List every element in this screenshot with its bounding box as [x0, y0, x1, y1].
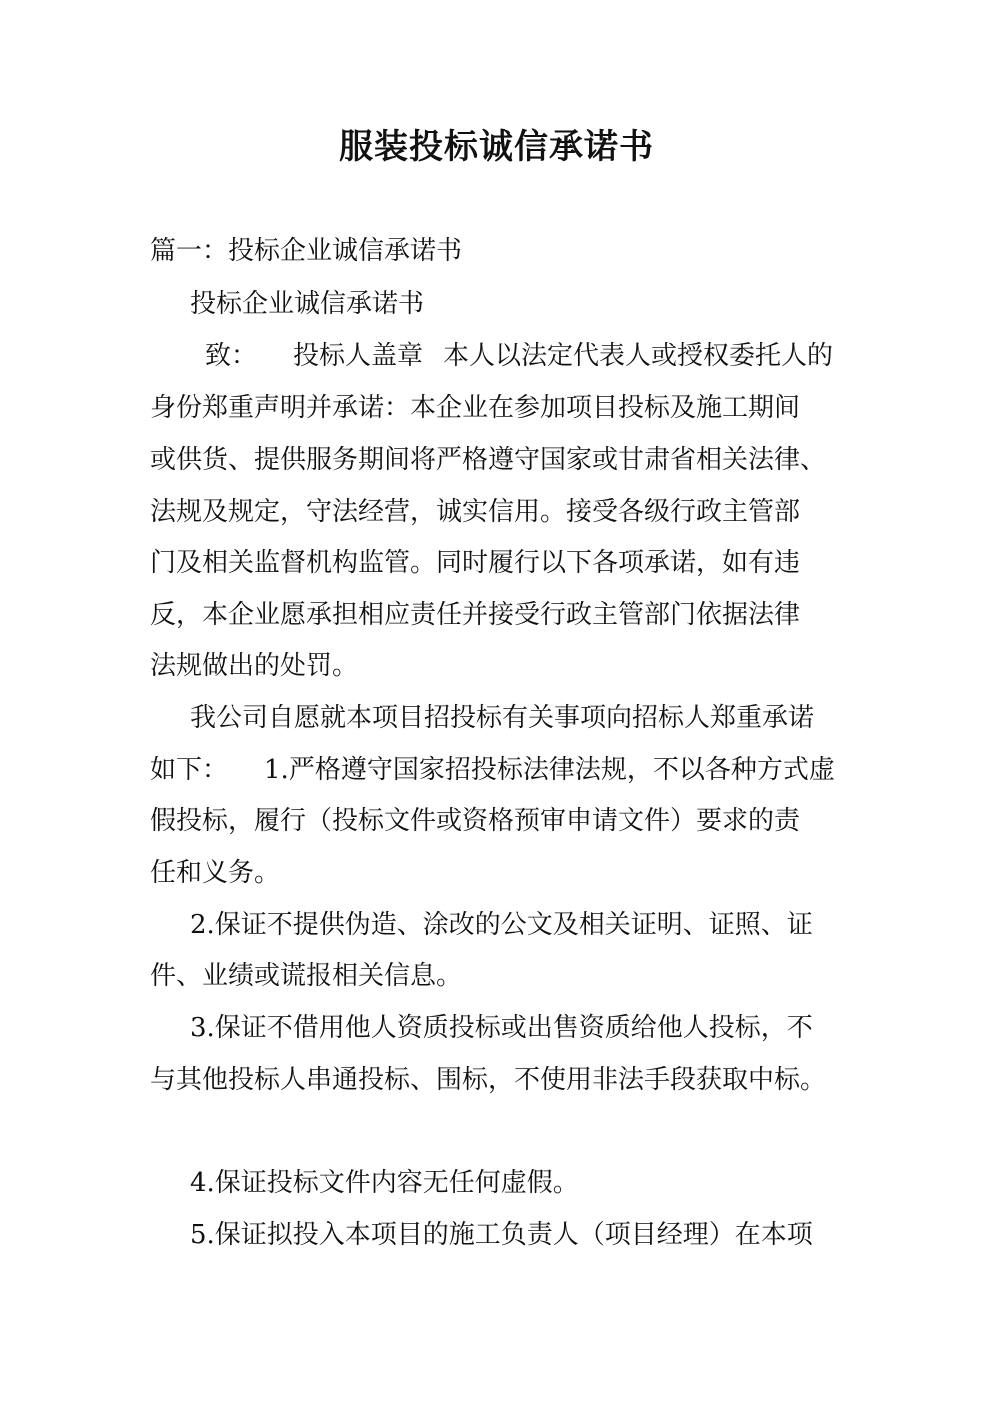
para2-line2: [150, 750, 850, 790]
para1-line6: 反，本企业愿承担相应责任并接受行政主管部门依据法律: [150, 600, 801, 630]
item4: 4.保证投标文件内容无任何虚假。: [190, 1168, 579, 1198]
seal-label: 投标人盖章: [293, 341, 424, 371]
item2-line1: 2.保证不提供伪造、涂改的公文及相关证明、证照、证: [190, 910, 813, 940]
para1-line3: 或供货、提供服务期间将严格遵守国家或甘肃省相关法律、: [150, 445, 827, 475]
para1-line4: 法规及规定，守法经营，诚实信用。接受各级行政主管部: [150, 497, 801, 527]
item1-start: 1.严格遵守国家招投标法律法规，不以各种方式虚: [264, 755, 835, 785]
item5-line1: 5.保证拟投入本项目的施工负责人（项目经理）在本项: [190, 1220, 813, 1250]
para1-line5: 门及相关监督机构监管。同时履行以下各项承诺，如有违: [150, 548, 801, 578]
para1-line1: [205, 336, 905, 376]
para2-line1: 我公司自愿就本项目招投标有关事项向招标人郑重承诺: [190, 703, 815, 733]
section-heading: 篇一：投标企业诚信承诺书: [150, 236, 463, 266]
para2-line3: 假投标，履行（投标文件或资格预审申请文件）要求的责: [150, 806, 801, 836]
to-label: 致：: [205, 341, 258, 371]
para1-line7: 法规做出的处罚。: [150, 651, 359, 681]
para1-line2: 身份郑重声明并承诺：本企业在参加项目投标及施工期间: [150, 393, 801, 423]
para1-line1-text: 本人以法定代表人或授权委托人的: [443, 341, 834, 371]
para2-line4: 任和义务。: [150, 858, 281, 888]
item3-line1: 3.保证不借用他人资质投标或出售资质给他人投标，不: [190, 1013, 813, 1043]
item2-line2: 件、业绩或谎报相关信息。: [150, 961, 463, 991]
subtitle: 投标企业诚信承诺书: [190, 289, 425, 319]
para2-lead: 如下：: [150, 755, 229, 785]
item3-line2: 与其他投标人串通投标、围标，不使用非法手段获取中标。: [150, 1065, 827, 1095]
document-title: 服装投标诚信承诺书: [339, 127, 654, 167]
